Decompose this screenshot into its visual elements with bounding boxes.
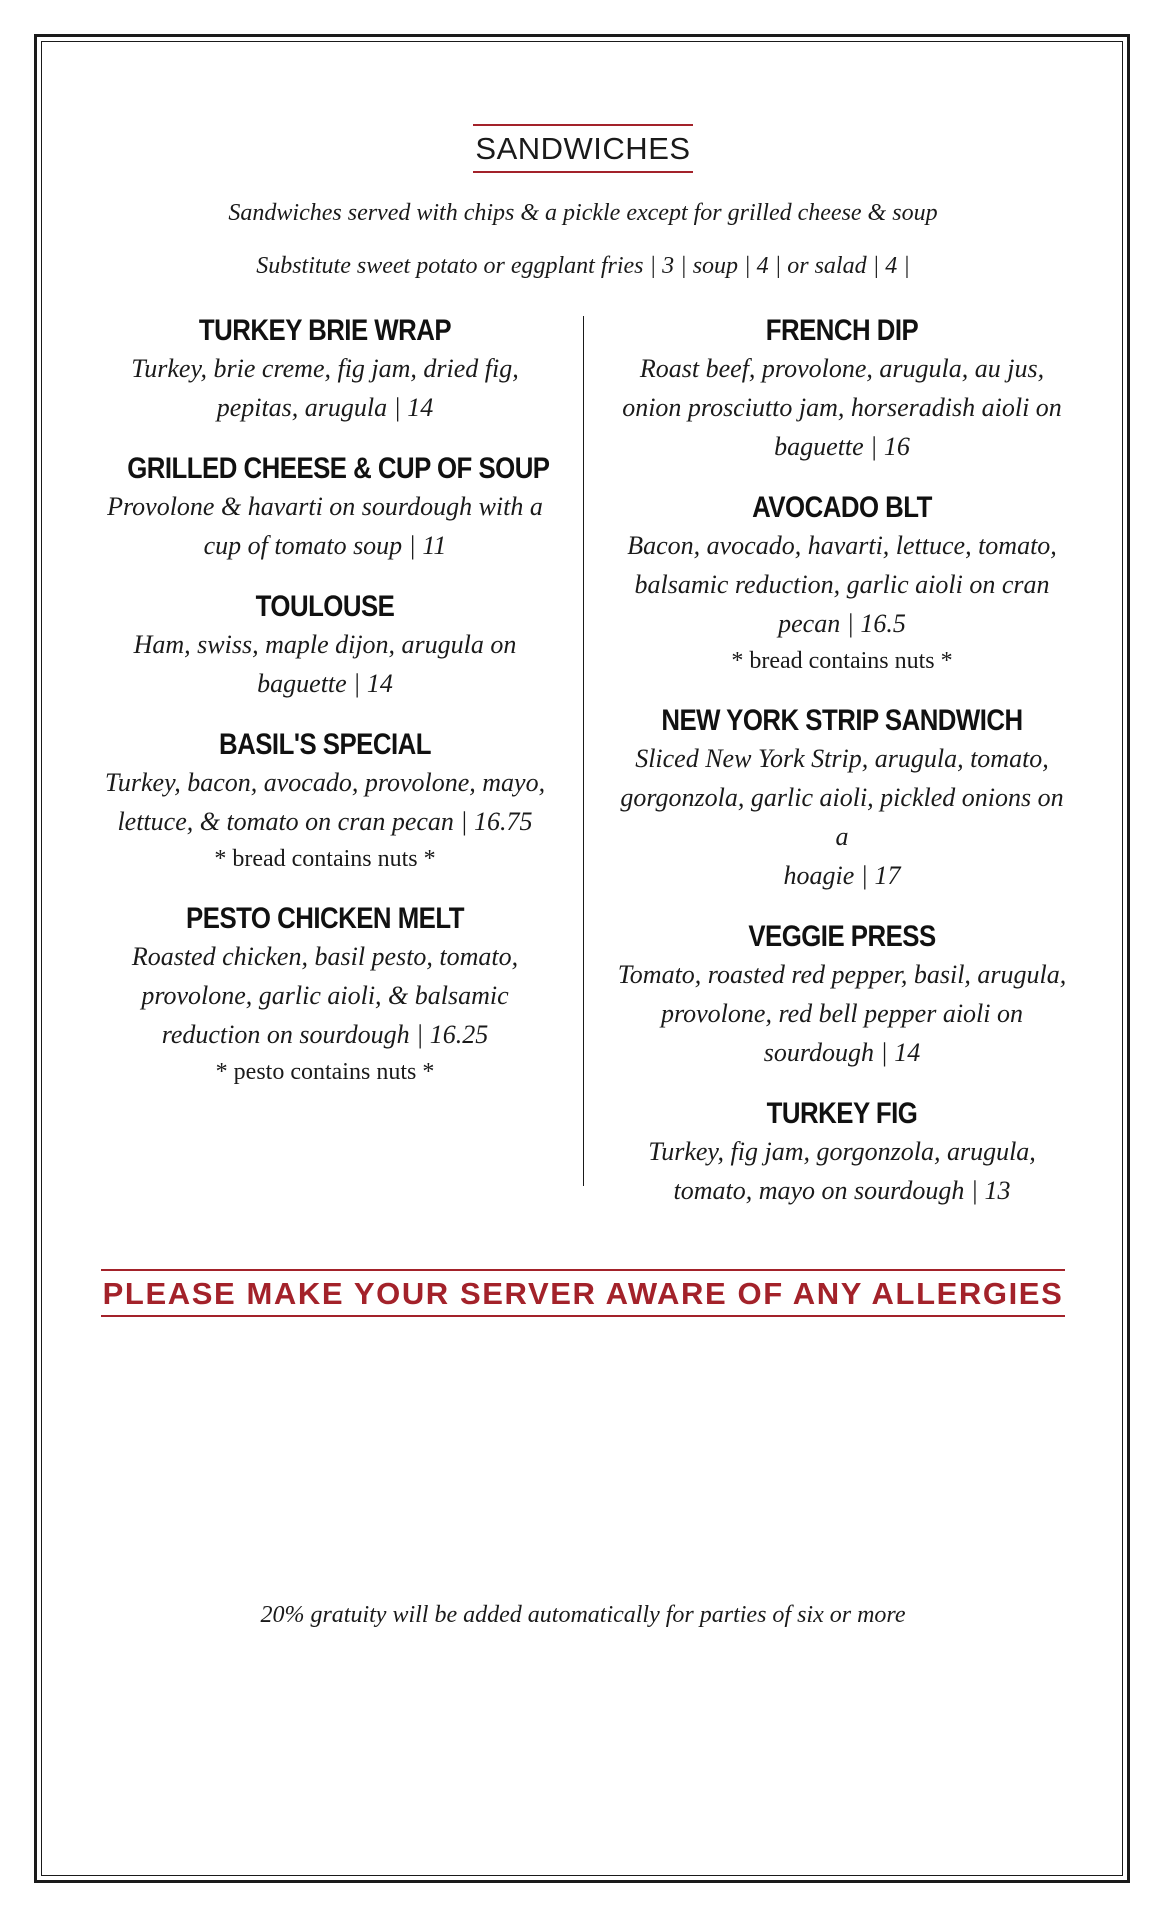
menu-item-description [612, 739, 1072, 895]
menu-item-name: TOULOUSE [255, 590, 395, 623]
menu-item-name: PESTO CHICKEN MELT [186, 902, 464, 935]
gratuity-notice: 20% gratuity will be added automatically for parties of six or more [260, 1602, 906, 1628]
description-line: baguette | 16 [774, 432, 910, 461]
menu-item [95, 589, 555, 703]
menu-item-description [612, 349, 1072, 466]
description-line: onion prosciutto jam, horseradish aioli on [622, 393, 1062, 422]
description-line: hoagie | 17 [783, 861, 901, 890]
description-line: Provolone & havarti on sourdough with a [107, 492, 543, 521]
description-line: Sliced New York Strip, arugula, tomato, [635, 744, 1049, 773]
right-menu-column [612, 313, 1072, 1234]
menu-item [95, 313, 555, 427]
description-line: provolone, red bell pepper aioli on [660, 999, 1023, 1028]
sides-note: Sandwiches served with chips & a pickle except for grilled cheese & soup [228, 200, 938, 226]
menu-item [612, 919, 1072, 1072]
menu-item-description [95, 349, 555, 427]
description-line: baguette | 14 [257, 669, 393, 698]
menu-item [95, 451, 555, 565]
menu-item [612, 490, 1072, 679]
allergen-note: * pesto contains nuts * [215, 1059, 435, 1085]
menu-item-name: BASIL'S SPECIAL [219, 728, 431, 761]
description-line: Ham, swiss, maple dijon, arugula on [133, 630, 517, 659]
description-line: sourdough | 14 [763, 1038, 921, 1067]
substitution-note: Substitute sweet potato or eggplant fries | 3 | soup | 4 | or salad | 4 | [256, 253, 910, 279]
description-line: Roasted chicken, basil pesto, tomato, [131, 942, 519, 971]
menu-item-name: FRENCH DIP [765, 314, 919, 347]
description-line: Turkey, brie creme, fig jam, dried fig, [131, 354, 519, 383]
menu-item-description [612, 955, 1072, 1072]
section-heading [0, 124, 1166, 173]
description-line: reduction on sourdough | 16.25 [161, 1020, 489, 1049]
description-line: provolone, garlic aioli, & balsamic [141, 981, 509, 1010]
description-line: cup of tomato soup | 11 [203, 531, 447, 560]
allergy-notice: PLEASE MAKE YOUR SERVER AWARE OF ANY ALLERGIES [101, 1269, 1066, 1317]
section-title: SANDWICHES [473, 124, 692, 173]
menu-item-name: GRILLED CHEESE & CUP OF SOUP [127, 452, 550, 485]
menu-item [612, 703, 1072, 895]
description-line: gorgonzola, garlic aioli, pickled onions on a [620, 783, 1064, 851]
description-line: balsamic reduction, garlic aioli on cran [634, 570, 1050, 599]
description-line: Roast beef, provolone, arugula, au jus, [639, 354, 1045, 383]
menu-item [612, 1096, 1072, 1210]
description-line: Turkey, fig jam, gorgonzola, arugula, [648, 1137, 1036, 1166]
left-menu-column [95, 313, 555, 1114]
menu-item-name: AVOCADO BLT [752, 491, 932, 524]
description-line: tomato, mayo on sourdough | 13 [673, 1176, 1011, 1205]
allergy-banner [0, 1269, 1166, 1317]
description-line: lettuce, & tomato on cran pecan | 16.75 [117, 807, 533, 836]
description-line: Bacon, avocado, havarti, lettuce, tomato, [627, 531, 1057, 560]
menu-item [95, 727, 555, 877]
description-line: Tomato, roasted red pepper, basil, arugula, [617, 960, 1067, 989]
column-divider [583, 316, 584, 1186]
menu-item [612, 313, 1072, 466]
menu-item-description [95, 625, 555, 703]
menu-item-description [612, 526, 1072, 643]
menu-item-description [95, 937, 555, 1054]
description-line: pecan | 16.5 [778, 609, 906, 638]
menu-item-description [95, 763, 555, 841]
menu-item [95, 901, 555, 1090]
menu-item-name: TURKEY FIG [766, 1097, 918, 1130]
allergen-note: * bread contains nuts * [731, 648, 953, 674]
menu-item-description [95, 487, 555, 565]
menu-item-name: NEW YORK STRIP SANDWICH [661, 704, 1023, 737]
allergen-note: * bread contains nuts * [214, 846, 436, 872]
description-line: pepitas, arugula | 14 [216, 393, 434, 422]
menu-item-name: VEGGIE PRESS [748, 920, 936, 953]
menu-item-name: TURKEY BRIE WRAP [198, 314, 452, 347]
menu-item-description [612, 1132, 1072, 1210]
description-line: Turkey, bacon, avocado, provolone, mayo, [104, 768, 546, 797]
